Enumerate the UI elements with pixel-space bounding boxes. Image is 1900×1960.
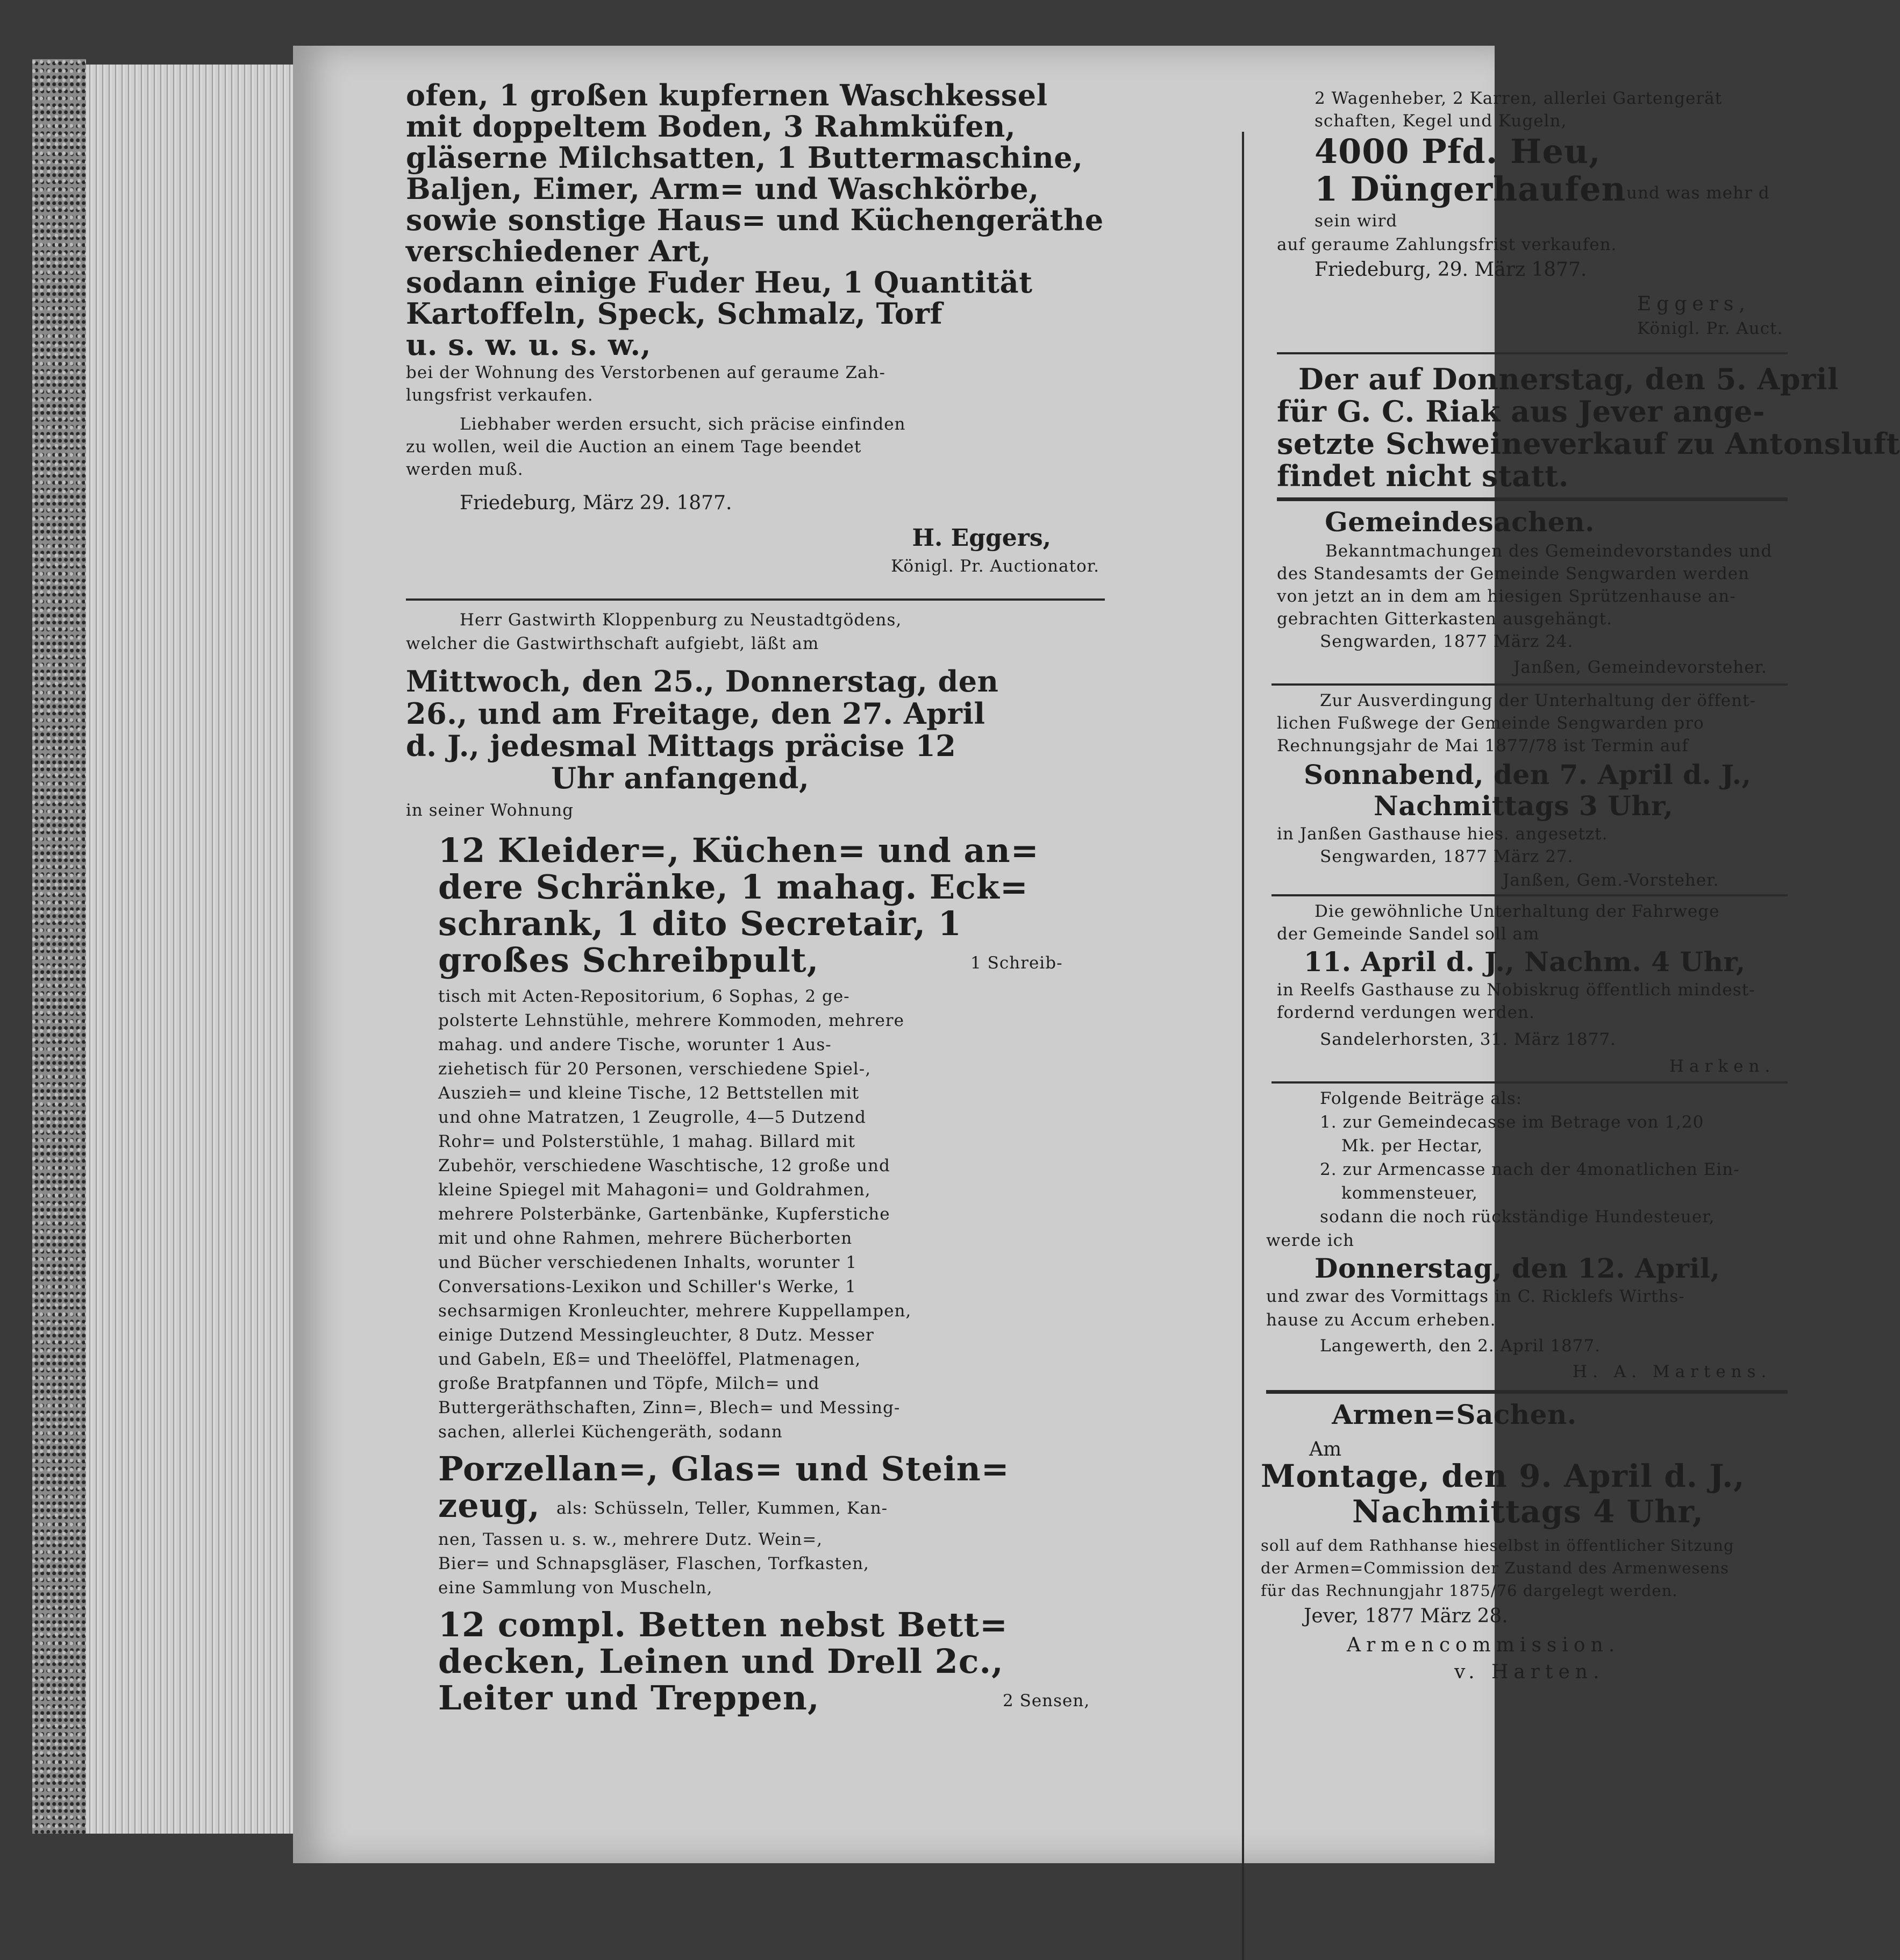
items-line: und ohne Matratzen, 1 Zeugrolle, 4—5 Dutzend xyxy=(438,1108,866,1127)
items-big: schrank, 1 dito Secretair, 1 xyxy=(438,904,962,943)
section-heading: Gemeindesachen. xyxy=(1325,506,1595,538)
signature: Janßen, Gem.-Vorsteher. xyxy=(1503,871,1719,890)
items-line: einige Dutzend Messingleuchter, 8 Dutz. Messer xyxy=(438,1325,874,1345)
auction-dates: 26., und am Freitage, den 27. April xyxy=(406,696,985,731)
notice-text: 2 Wagenheber, 2 Karren, allerlei Gartengerät xyxy=(1315,89,1723,108)
items-big: 12 Kleider=, Küchen= und an= xyxy=(438,831,1039,870)
signature: v. Harten. xyxy=(1454,1661,1605,1683)
items-line: und Gabeln, Eß= und Theelöffel, Platmenagen, xyxy=(438,1350,861,1369)
notice-date-bold: 11. April d. J., Nachm. 4 Uhr, xyxy=(1304,946,1746,978)
auction-dates: Uhr anfangend, xyxy=(551,761,810,795)
cancellation-notice: findet nicht statt. xyxy=(1277,459,1569,493)
notice-text: auf geraume Zahlungsfrist verkaufen. xyxy=(1277,235,1617,254)
items-line: sechsarmigen Kronleuchter, mehrere Kuppellampen, xyxy=(438,1301,912,1321)
items-line: Buttergeräthschaften, Zinn=, Blech= und Messing- xyxy=(438,1398,901,1417)
notice-text: werde ich xyxy=(1266,1231,1354,1250)
notice-text: Rechnungsjahr de Mai 1877/78 ist Termin auf xyxy=(1277,736,1689,756)
notice-date: Sandelerhorsten, 31. März 1877. xyxy=(1320,1030,1616,1049)
cancellation-notice: setzte Schweineverkauf zu Antonsluft xyxy=(1277,426,1900,461)
auction-list-line: u. s. w. u. s. w., xyxy=(406,327,652,362)
left-column xyxy=(406,78,1234,1852)
signature: Eggers, xyxy=(1637,293,1751,315)
cancellation-notice: Der auf Donnerstag, den 5. April xyxy=(1298,362,1839,396)
betten-heading: decken, Leinen und Drell 2c., xyxy=(438,1642,1004,1681)
separator xyxy=(1277,497,1788,501)
items-line: als: Schüsseln, Teller, Kummen, Kan- xyxy=(556,1499,888,1518)
items-line: mit und ohne Rahmen, mehrere Bücherborten xyxy=(438,1229,853,1248)
notice-text: hause zu Accum erheben. xyxy=(1266,1310,1496,1330)
separator xyxy=(1272,894,1788,896)
notice-text: Bekanntmachungen des Gemeindevorstandes und xyxy=(1325,541,1773,561)
items-line: tisch mit Acten-Repositorium, 6 Sophas, 2 ge- xyxy=(438,987,850,1006)
notice-text: Liebhaber werden ersucht, sich präcise einfinden xyxy=(460,415,906,434)
notice-text: Mk. per Hectar, xyxy=(1341,1136,1483,1156)
items-line: kleine Spiegel mit Mahagoni= und Goldrahmen, xyxy=(438,1180,871,1200)
notice-text: fordernd verdungen werden. xyxy=(1277,1003,1535,1022)
notice-date: Friedeburg, 29. März 1877. xyxy=(1315,259,1587,281)
notice-date: Sengwarden, 1877 März 24. xyxy=(1320,632,1574,651)
notice-text: zu wollen, weil die Auction an einem Tage beendet xyxy=(406,437,862,457)
notice-text: lichen Fußwege der Gemeinde Sengwarden pro xyxy=(1277,714,1704,733)
auction-list-line: sodann einige Fuder Heu, 1 Quantität xyxy=(406,265,1033,300)
signature: Armencommission. xyxy=(1347,1634,1620,1656)
signature: H. Eggers, xyxy=(912,524,1051,552)
separator xyxy=(1272,683,1788,686)
items-line: Conversations-Lexikon und Schiller's Werke, 1 xyxy=(438,1277,856,1296)
notice-text: der Armen=Commission der Zustand des Armenwesens xyxy=(1261,1559,1730,1577)
notice-date-bold: Nachmittags 4 Uhr, xyxy=(1352,1493,1704,1530)
items-tail: 1 Schreib- xyxy=(970,953,1063,973)
newspaper-page xyxy=(293,46,1900,1863)
signature-title: Königl. Pr. Auct. xyxy=(1637,319,1783,338)
notice-text: in seiner Wohnung xyxy=(406,801,574,820)
notice-text: der Gemeinde Sandel soll am xyxy=(1277,924,1540,944)
right-column xyxy=(1261,78,1900,1852)
notice-date: Sengwarden, 1877 März 27. xyxy=(1320,847,1574,866)
notice-text: lungsfrist verkaufen. xyxy=(406,386,594,405)
notice-text: gebrachten Gitterkasten ausgehängt. xyxy=(1277,609,1612,629)
items-line: Bier= und Schnapsgläser, Flaschen, Torfkasten, xyxy=(438,1554,869,1573)
notice-text: und was mehr d xyxy=(1626,183,1770,203)
column-divider xyxy=(1242,132,1244,1960)
notice-text: für das Rechnungjahr 1875/76 dargelegt werden. xyxy=(1261,1581,1678,1600)
notice-text: sein wird xyxy=(1315,211,1398,231)
items-line: nen, Tassen u. s. w., mehrere Dutz. Wein=, xyxy=(438,1530,823,1549)
items-line: Auszieh= und kleine Tische, 12 Bettstellen mit xyxy=(438,1084,860,1103)
items-line: Zubehör, verschiedene Waschtische, 12 große und xyxy=(438,1156,890,1175)
items-line: mahag. und andere Tische, worunter 1 Aus- xyxy=(438,1035,832,1054)
items-big: großes Schreibpult, xyxy=(438,940,819,980)
notice-text: Am xyxy=(1309,1438,1342,1460)
betten-heading: Leiter und Treppen, xyxy=(438,1678,820,1717)
page-stack xyxy=(86,65,296,1834)
auction-list-line: ofen, 1 großen kupfernen Waschkessel xyxy=(406,78,1048,112)
notice-text: kommensteuer, xyxy=(1341,1184,1478,1203)
notice-date-bold: Montage, den 9. April d. J., xyxy=(1261,1458,1745,1494)
notice-text: werden muß. xyxy=(406,460,524,479)
separator xyxy=(1266,1390,1788,1394)
signature: Janßen, Gemeindevorsteher. xyxy=(1513,658,1767,677)
items-line: Rohr= und Polsterstühle, 1 mahag. Billard mit xyxy=(438,1132,855,1151)
signature: H. A. Martens. xyxy=(1573,1362,1772,1381)
hay-heading: 1 Düngerhaufen xyxy=(1315,169,1626,209)
separator xyxy=(1272,1081,1788,1084)
notice-date-bold: Sonnabend, den 7. April d. J., xyxy=(1304,759,1752,790)
cancellation-notice: für G. C. Riak aus Jever ange- xyxy=(1277,394,1765,429)
notice-text: 1. zur Gemeindecasse im Betrage von 1,20 xyxy=(1320,1113,1704,1132)
notice-date: Friedeburg, März 29. 1877. xyxy=(460,492,732,514)
separator xyxy=(406,598,1105,601)
signature-title: Königl. Pr. Auctionator. xyxy=(891,557,1099,576)
notice-text: und zwar des Vormittags in C. Ricklefs Wirths- xyxy=(1266,1287,1685,1306)
notice-text: von jetzt an in dem am hiesigen Sprützenhause an- xyxy=(1277,587,1736,606)
auction-list-line: Baljen, Eimer, Arm= und Waschkörbe, xyxy=(406,172,1039,206)
items-tail: 2 Sensen, xyxy=(1003,1691,1090,1710)
auction-list-line: verschiedener Art, xyxy=(406,234,711,268)
auction-dates: d. J., jedesmal Mittags präcise 12 xyxy=(406,729,956,763)
notice-text: bei der Wohnung des Verstorbenen auf geraume Zah- xyxy=(406,363,885,382)
separator xyxy=(1277,352,1788,354)
auction-list-line: Kartoffeln, Speck, Schmalz, Torf xyxy=(406,296,943,331)
notice-text: soll auf dem Rathhanse hieselbst in öffentlicher Sitzung xyxy=(1261,1536,1734,1555)
notice-text: Die gewöhnliche Unterhaltung der Fahrwege xyxy=(1315,902,1720,921)
notice-text: sodann die noch rückständige Hundesteuer, xyxy=(1320,1207,1715,1227)
auction-dates: Mittwoch, den 25., Donnerstag, den xyxy=(406,664,999,699)
auction-list-line: gläserne Milchsatten, 1 Buttermaschine, xyxy=(406,140,1083,175)
notice-date: Jever, 1877 März 28. xyxy=(1304,1605,1508,1627)
notice-text: 2. zur Armencasse nach der 4monatlichen Ein- xyxy=(1320,1160,1740,1179)
auction-list-line: mit doppeltem Boden, 3 Rahmküfen, xyxy=(406,109,1016,144)
items-line: eine Sammlung von Muscheln, xyxy=(438,1578,713,1598)
hay-heading: 4000 Pfd. Heu, xyxy=(1315,132,1601,171)
notice-text: in Reelfs Gasthause zu Nobiskrug öffentlich mindest- xyxy=(1277,980,1755,1000)
items-line: mehrere Polsterbänke, Gartenbänke, Kupferstiche xyxy=(438,1204,890,1224)
notice-date-bold: Nachmittags 3 Uhr, xyxy=(1374,790,1674,822)
auction-list-line: sowie sonstige Haus= und Küchengeräthe xyxy=(406,203,1104,237)
porzellan-heading: Porzellan=, Glas= und Stein= xyxy=(438,1449,1010,1488)
betten-heading: 12 compl. Betten nebst Bett= xyxy=(438,1605,1008,1644)
notice-text: Folgende Beiträge als: xyxy=(1320,1089,1523,1108)
notice-text: schaften, Kegel und Kugeln, xyxy=(1315,111,1567,131)
notice-text: Herr Gastwirth Kloppenburg zu Neustadtgödens, xyxy=(460,610,902,630)
notice-text: in Janßen Gasthause hies. angesetzt. xyxy=(1277,824,1608,844)
notice-text: Zur Ausverdingung der Unterhaltung der öffent- xyxy=(1320,691,1756,710)
book-cover-edge xyxy=(32,59,86,1834)
notice-date-bold: Donnerstag, den 12. April, xyxy=(1315,1252,1720,1284)
items-line: polsterte Lehnstühle, mehrere Kommoden, mehrere xyxy=(438,1011,904,1030)
notice-date: Langewerth, den 2. April 1877. xyxy=(1320,1336,1601,1356)
items-line: und Bücher verschiedenen Inhalts, worunter 1 xyxy=(438,1253,858,1272)
signature: Harken. xyxy=(1669,1057,1776,1076)
items-line: sachen, allerlei Küchengeräth, sodann xyxy=(438,1422,783,1442)
items-big: dere Schränke, 1 mahag. Eck= xyxy=(438,867,1028,907)
section-heading: Armen=Sachen. xyxy=(1332,1399,1577,1430)
notice-text: des Standesamts der Gemeinde Sengwarden werden xyxy=(1277,564,1750,583)
notice-text: welcher die Gastwirthschaft aufgiebt, läßt am xyxy=(406,634,819,653)
items-line: ziehetisch für 20 Personen, verschiedene Spiel-, xyxy=(438,1059,872,1079)
porzellan-heading: zeug, xyxy=(438,1486,540,1525)
items-line: große Bratpfannen und Töpfe, Milch= und xyxy=(438,1374,820,1393)
